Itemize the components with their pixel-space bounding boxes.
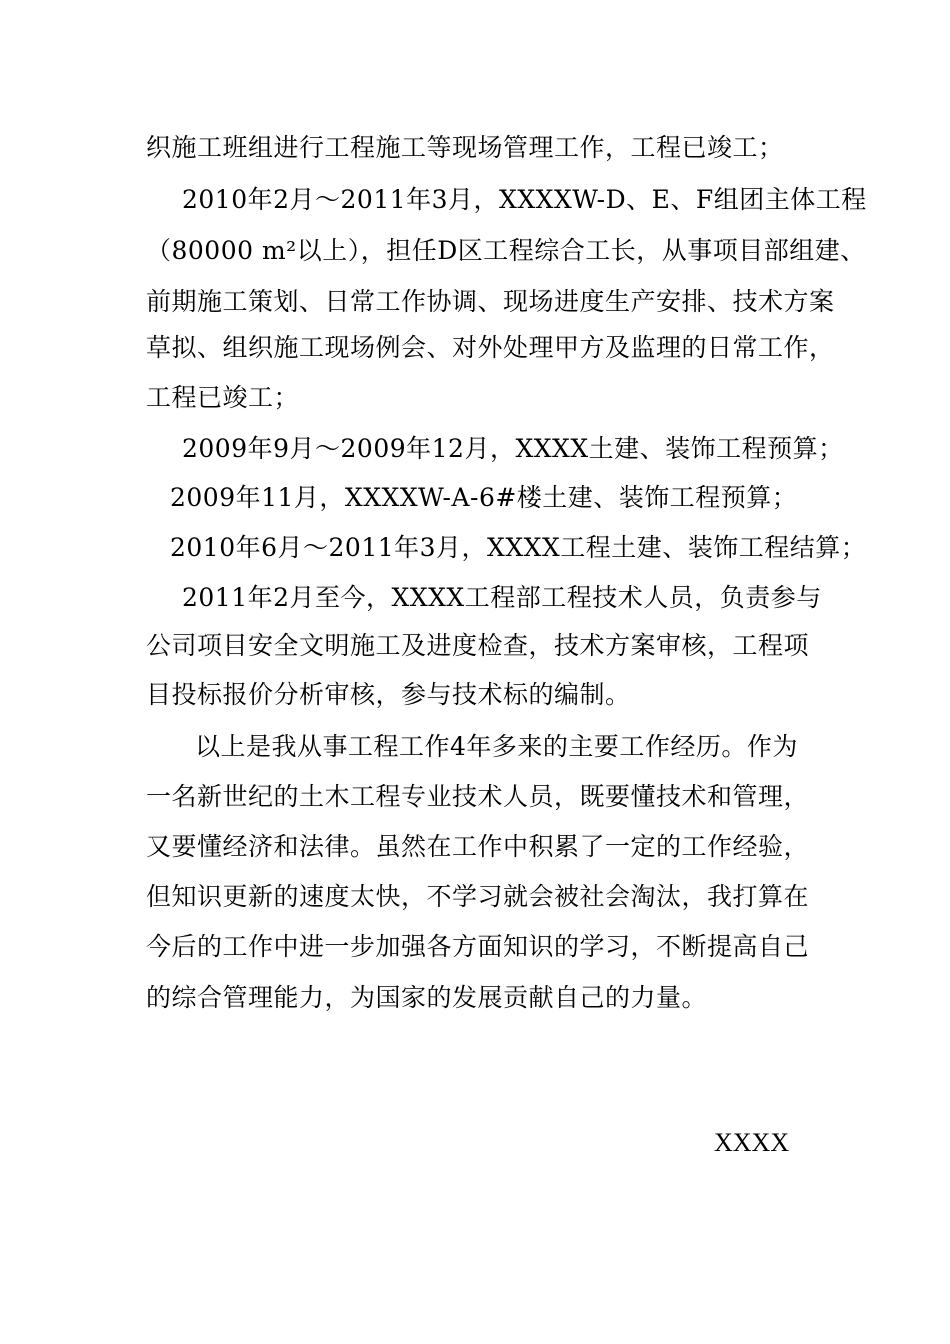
text-line: 工程已竣工； [146,383,300,412]
text-line: 又要懂经济和法律。虽然在工作中积累了一定的工作经验， [146,832,810,861]
text-line: 一名新世纪的土木工程专业技术人员，既要懂技术和管理， [146,782,810,811]
text-line: 但知识更新的速度太快，不学习就会被社会淘汰，我打算在 [146,882,810,911]
text-line: 公司项目安全文明施工及进度检查，技术方案审核，工程项 [146,631,810,660]
text-line: 前期施工策划、日常工作协调、现场进度生产安排、技术方案 [146,287,835,316]
text-line: 2011年2月至今，XXXX工程部工程技术人员，负责参与 [182,583,822,612]
text-line: 目投标报价分析审核，参与技术标的编制。 [146,680,631,709]
text-line: 2010年2月～2011年3月，XXXXW-D、E、F组团主体工程 [182,185,867,214]
text-line: 今后的工作中进一步加强各方面知识的学习，不断提高自己 [146,932,810,961]
text-line: 2009年11月，XXXXW-A-6#楼土建、装饰工程预算； [170,483,798,512]
text-line: 2010年6月～2011年3月，XXXX工程土建、装饰工程结算； [170,533,867,562]
text-line: 以上是我从事工程工作4年多来的主要工作经历。作为 [195,732,798,761]
text-line: 2009年9月～2009年12月，XXXX土建、装饰工程预算； [182,434,844,463]
text-line: 草拟、组织施工现场例会、对外处理甲方及监理的日常工作， [146,333,835,362]
text-line: （80000 m²以上），担任D区工程综合工长，从事项目部组建、 [146,236,866,265]
text-line: 的综合管理能力，为国家的发展贡献自己的力量。 [146,983,708,1012]
signature: XXXX [714,1128,790,1157]
text-line: 织施工班组进行工程施工等现场管理工作，工程已竣工； [146,133,784,162]
